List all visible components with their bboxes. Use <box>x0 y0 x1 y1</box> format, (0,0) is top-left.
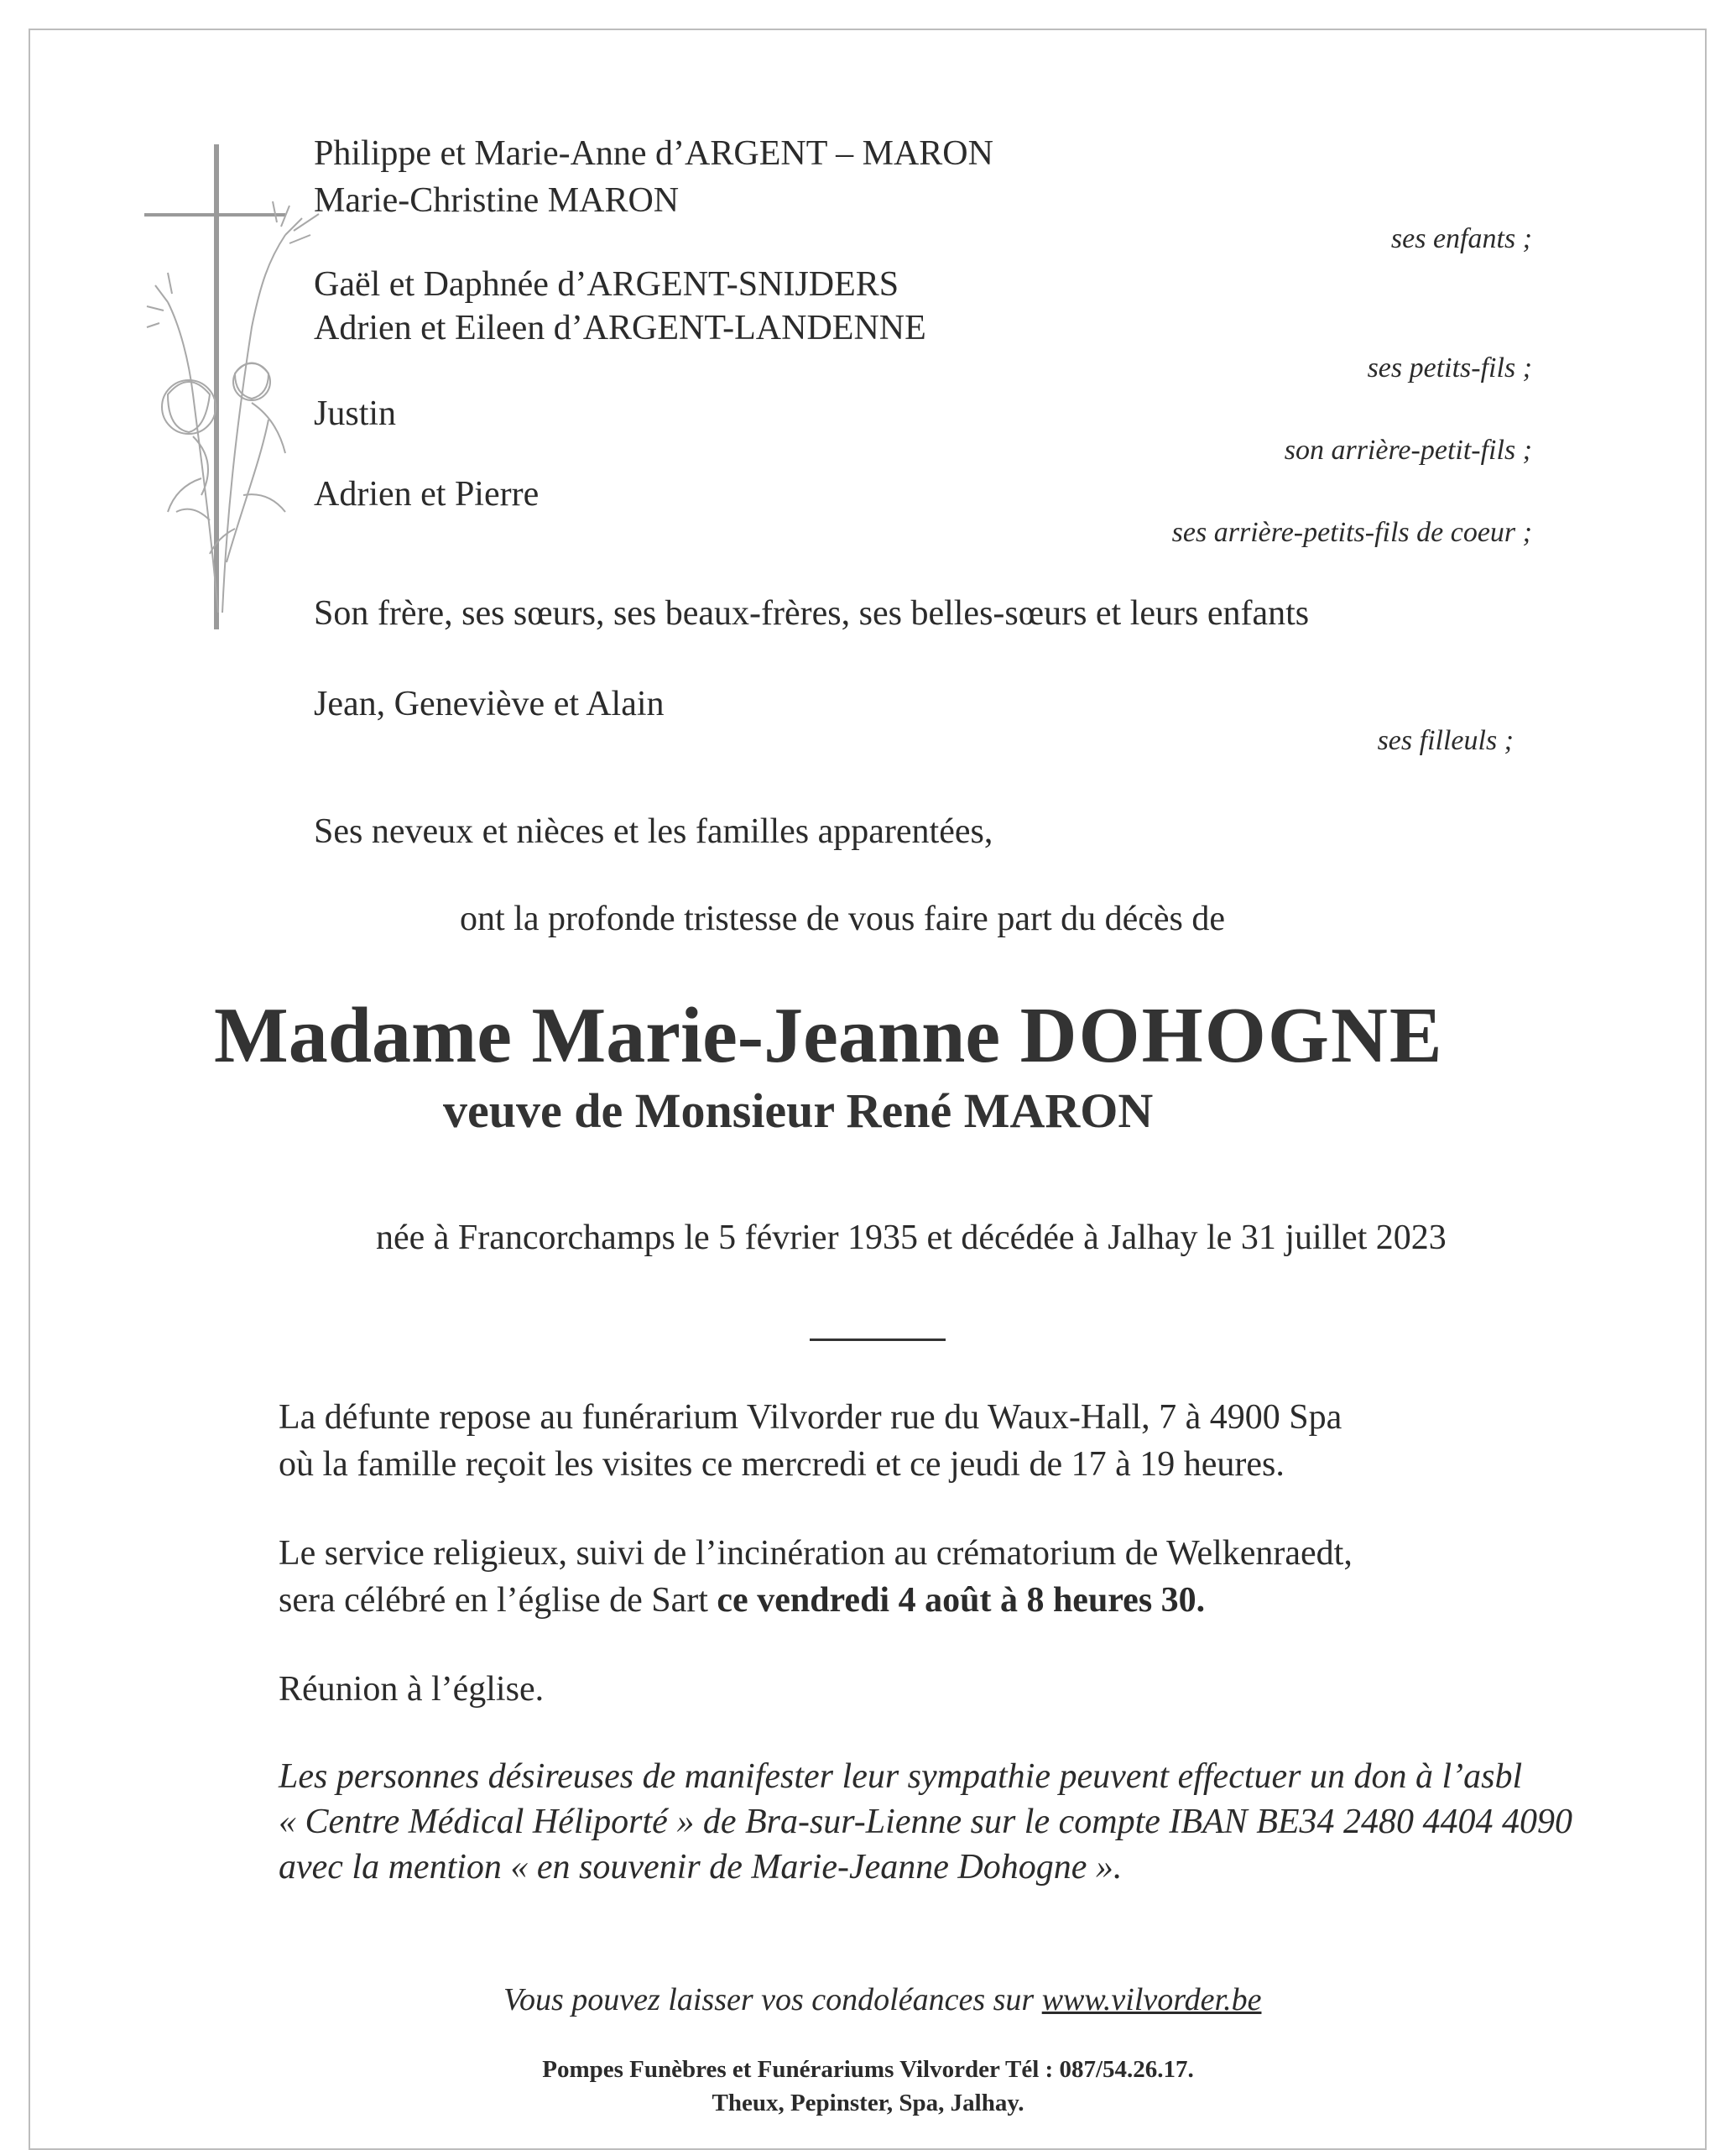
deceased-name <box>214 990 1444 1081</box>
great-grandchildren-heart: Adrien et Pierre <box>314 475 540 514</box>
footer-line-1: Pompes Funèbres et Funérariums Vilvorder Tél : 087/54.26.17. <box>542 2056 1194 2083</box>
deceased-last-name: DOHOGNE <box>1019 992 1444 1079</box>
birth-death-dates: née à Francorchamps le 5 février 1935 et décédée à Jalhay le 31 juillet 2023 <box>376 1219 1447 1257</box>
repose-line-1: La défunte repose au funérarium Vilvorder rue du Waux-Hall, 7 à 4900 Spa <box>279 1398 1342 1437</box>
service-line-2-prefix: sera célébré en l’église de Sart <box>279 1581 717 1620</box>
relatives-line: Ses neveux et nièces et les familles apparentées, <box>314 812 993 851</box>
condolences-line <box>503 1984 1261 2016</box>
children-line-2: Marie-Christine MARON <box>314 181 680 220</box>
service-line-2 <box>279 1583 1205 1618</box>
repose-line-2: où la famille reçoit les visites ce mercredi et ce jeudi de 17 à 19 heures. <box>279 1445 1285 1484</box>
condolences-text: Vous pouvez laisser vos condoléances sur <box>503 1982 1042 2017</box>
donation-line-2: « Centre Médical Héliporté » de Bra-sur-Lienne sur le compte IBAN BE34 2480 4404 4090 <box>279 1803 1573 1841</box>
children-line-1: Philippe et Marie-Anne d’ARGENT – MARON <box>314 134 993 173</box>
great-grandchildren-heart-label: ses arrière-petits-fils de coeur ; <box>1171 517 1532 548</box>
service-line-1: Le service religieux, suivi de l’incinération au crématorium de Welkenraedt, <box>279 1534 1353 1573</box>
great-grandchild: Justin <box>314 394 397 433</box>
godchildren-label: ses filleuls ; <box>1377 725 1514 756</box>
condolences-website-link[interactable]: www.vilvorder.be <box>1041 1982 1262 2017</box>
donation-line-3: avec la mention « en souvenir de Marie-Jeanne Dohogne ». <box>279 1848 1123 1886</box>
deceased-first-name: Madame Marie-Jeanne <box>214 992 1001 1079</box>
grandchildren-line-2: Adrien et Eileen d’ARGENT-LANDENNE <box>314 309 926 347</box>
children-label: ses enfants ; <box>1390 223 1532 254</box>
donation-line-1: Les personnes désireuses de manifester leur sympathie peuvent effectuer un don à l’asbl <box>279 1757 1523 1796</box>
footer-line-2: Theux, Pepinster, Spa, Jalhay. <box>712 2090 1024 2116</box>
service-datetime: ce vendredi 4 août à 8 heures 30. <box>717 1581 1206 1620</box>
separator-line <box>810 1339 946 1341</box>
widow-of-line: veuve de Monsieur René MARON <box>443 1083 1154 1138</box>
meeting-line: Réunion à l’église. <box>279 1670 545 1709</box>
siblings-line: Son frère, ses sœurs, ses beaux-frères, ses belles-sœurs et leurs enfants <box>314 594 1310 633</box>
announcement-line: ont la profonde tristesse de vous faire part du décès de <box>460 900 1226 938</box>
great-grandchild-label: son arrière-petit-fils ; <box>1284 435 1532 466</box>
grandchildren-line-1: Gaël et Daphnée d’ARGENT-SNIJDERS <box>314 265 899 304</box>
godchildren: Jean, Geneviève et Alain <box>314 685 665 723</box>
grandchildren-label: ses petits-fils ; <box>1367 352 1532 384</box>
